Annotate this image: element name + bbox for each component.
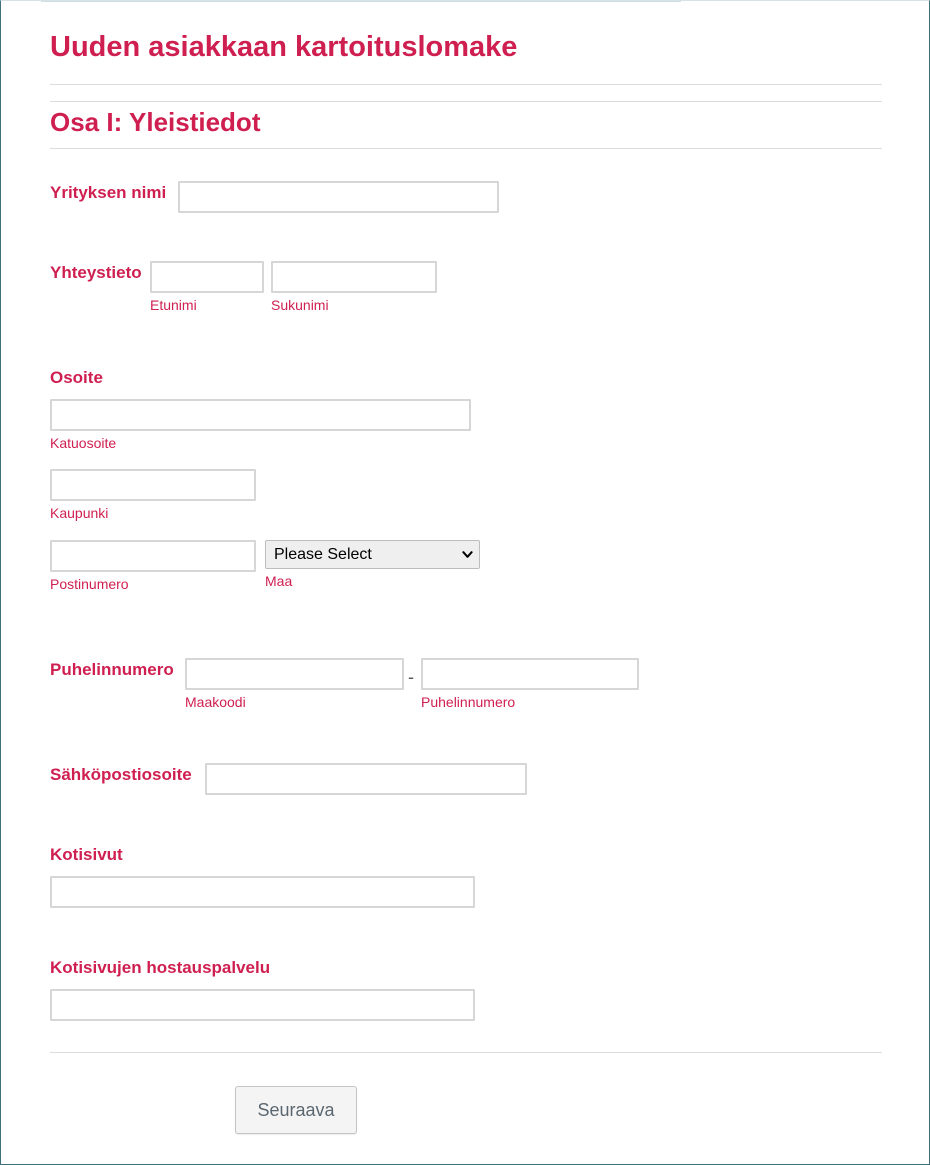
title-divider <box>50 84 882 85</box>
city-sublabel: Kaupunki <box>50 505 109 521</box>
postal-code-sublabel: Postinumero <box>50 576 129 592</box>
last-name-sublabel: Sukunimi <box>271 297 329 313</box>
first-name-input[interactable] <box>150 261 264 293</box>
country-code-sublabel: Maakoodi <box>185 694 246 710</box>
country-select[interactable] <box>265 540 480 569</box>
next-button[interactable]: Seuraava <box>235 1086 357 1134</box>
company-name-input[interactable] <box>178 181 499 213</box>
section-divider-bottom <box>50 148 882 149</box>
phone-number-input[interactable] <box>421 658 639 690</box>
section-title: Osa I: Yleistiedot <box>50 107 261 137</box>
phone-separator: - <box>408 667 414 687</box>
country-select-value: Please Select <box>274 546 372 563</box>
address-label: Osoite <box>50 368 103 387</box>
city-input[interactable] <box>50 469 256 501</box>
hosting-input[interactable] <box>50 989 475 1021</box>
first-name-sublabel: Etunimi <box>150 297 197 313</box>
company-name-label: Yrityksen nimi <box>50 183 167 202</box>
email-label: Sähköpostiosoite <box>50 765 192 784</box>
chevron-down-icon <box>462 549 473 560</box>
contact-label: Yhteystieto <box>50 263 142 282</box>
email-input[interactable] <box>205 763 527 795</box>
phone-number-sublabel: Puhelinnumero <box>421 694 516 710</box>
page-title: Uuden asiakkaan kartoituslomake <box>50 31 518 63</box>
street-address-sublabel: Katuosoite <box>50 435 117 451</box>
top-divider <box>41 1 681 2</box>
last-name-input[interactable] <box>271 261 437 293</box>
section-divider-top <box>50 101 882 102</box>
website-label: Kotisivut <box>50 845 123 864</box>
footer-divider <box>50 1052 882 1053</box>
country-code-input[interactable] <box>185 658 404 690</box>
website-input[interactable] <box>50 876 475 908</box>
street-address-input[interactable] <box>50 399 471 431</box>
phone-label: Puhelinnumero <box>50 660 174 679</box>
country-sublabel: Maa <box>265 573 293 589</box>
hosting-label: Kotisivujen hostauspalvelu <box>50 958 271 977</box>
postal-code-input[interactable] <box>50 540 256 572</box>
